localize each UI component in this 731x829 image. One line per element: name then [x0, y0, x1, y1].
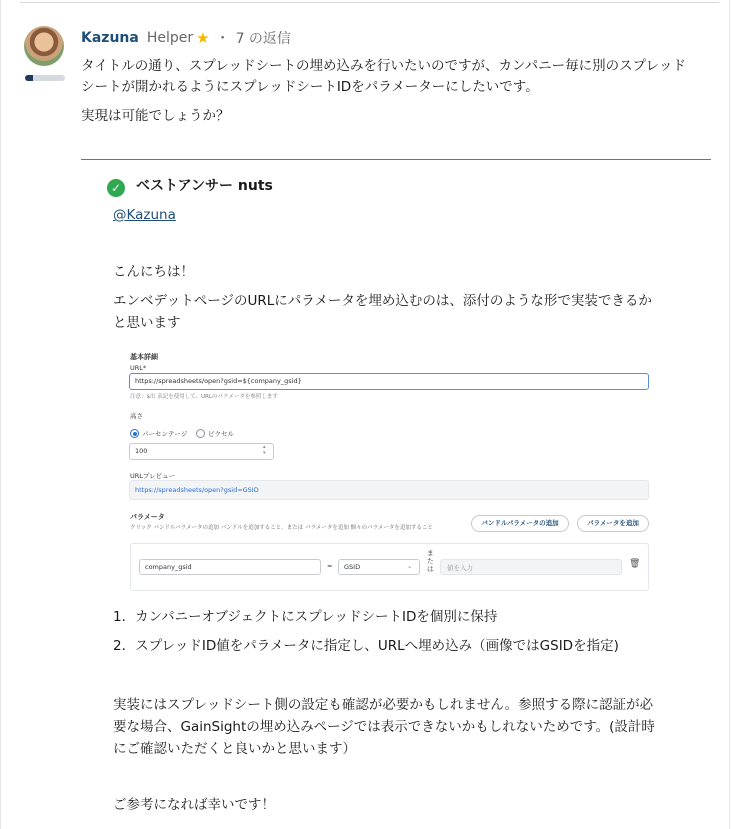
shot-section-title: 基本詳細: [130, 353, 158, 361]
shot-param-name-field: [139, 559, 321, 575]
embedded-screenshot: [120, 345, 648, 595]
post-meta: [81, 28, 291, 48]
shot-add-param-button: パラメータを追加: [577, 515, 649, 532]
rank-progress-fill: [25, 75, 33, 81]
shot-param-value-select: [338, 559, 420, 575]
chevron-down-icon: ⌄: [407, 562, 413, 570]
shot-value-placeholder: 値を入力: [447, 564, 473, 572]
shot-param-name: company_gsid: [145, 563, 192, 571]
author-name[interactable]: Kazuna: [81, 30, 139, 46]
top-divider: [20, 2, 719, 3]
frame-border-right: [729, 0, 730, 829]
post-body-line: タイトルの通り、スプレッドシートの埋め込みを行いたいのですが、カンパニー毎に別のスプレッド: [81, 58, 686, 74]
answer-intro-line: エンベデットページのURLにパラメータを埋め込むのは、添付のような形で実装できるか: [113, 293, 652, 309]
shot-preview-value: https://spreadsheets/open?gsid=GSID: [135, 486, 259, 494]
shot-preview-field: [129, 480, 649, 500]
post-body-line: シートが開かれるようにスプレッドシートIDをパラメーターにしたいです。: [81, 79, 539, 95]
star-icon: ★: [196, 29, 210, 47]
shot-value-input: [440, 559, 622, 575]
shot-params-hint: クリック バンドルパラメータの追加 バンドルを追加すること。または パラメータを追加 個々のパラメータを追加すること: [130, 525, 433, 531]
answer-note-line: にご確認いただくと良いかと思います）: [113, 741, 356, 757]
rank-progress-bar: [25, 75, 65, 81]
shot-equals: =: [327, 562, 333, 570]
trash-icon: 🗑: [629, 559, 641, 569]
check-circle-icon: ✓: [107, 179, 125, 197]
author-role: Helper: [146, 30, 194, 46]
meta-separator: ・: [215, 31, 230, 47]
shot-url-label: URL*: [130, 364, 147, 372]
avatar[interactable]: [24, 26, 64, 66]
shot-params-title: パラメータ: [130, 513, 165, 521]
answer-note-line: 実装にはスプレッドシート側の設定も確認が必要かもしれません。参照する際に認証が必: [113, 697, 654, 713]
answer-intro-line: と思います: [113, 315, 181, 331]
shot-height-value: 100: [135, 447, 148, 455]
answer-closing: ご参考になれば幸いです！: [113, 797, 275, 813]
best-answer-title: ベストアンサー nuts: [136, 178, 273, 194]
shot-url-value: https://spreadsheets/open?gsid=${company_gsid}: [135, 377, 302, 385]
shot-url-hint: 注意：$出 表記を使用して、URLのパラメータを参照します: [130, 394, 278, 400]
shot-add-bundle-button: バンドルパラメータの追加: [471, 515, 569, 532]
mention-link[interactable]: @Kazuna: [113, 207, 176, 223]
shot-param-value: GSID: [344, 563, 361, 571]
shot-height-input: [129, 443, 274, 460]
shot-or-label: または: [427, 549, 434, 573]
shot-preview-label: URLプレビュー: [130, 472, 176, 480]
reply-count[interactable]: 7 の返信: [235, 31, 291, 47]
answer-step: 1．カンパニーオブジェクトにスプレッドシートIDを個別に保持: [113, 609, 498, 625]
shot-radio-pixel-label: ピクセル: [208, 430, 234, 438]
answer-note-line: 要な場合、GainSightの埋め込みページでは表示できないかもしれないためです。(設計時: [113, 719, 655, 735]
best-answer-divider: [81, 159, 711, 160]
post-body-line: 実現は可能でしょうか？: [81, 108, 230, 124]
frame-border-left: [0, 0, 1, 829]
answer-greeting: こんにちは！: [113, 264, 194, 280]
shot-radio-percentage-label: パーセンテージ: [142, 430, 188, 438]
shot-height-label: 高さ: [130, 412, 143, 420]
shot-param-row: [130, 543, 649, 591]
answer-step: 2．スプレッドID値をパラメータに指定し、URLへ埋め込み（画像ではGSIDを指定): [113, 638, 619, 654]
shot-url-field: [129, 373, 649, 390]
shot-radio-percentage: [130, 429, 139, 438]
shot-stepper-icon: ▴ ▾: [263, 444, 266, 456]
shot-radio-pixel: [196, 429, 205, 438]
